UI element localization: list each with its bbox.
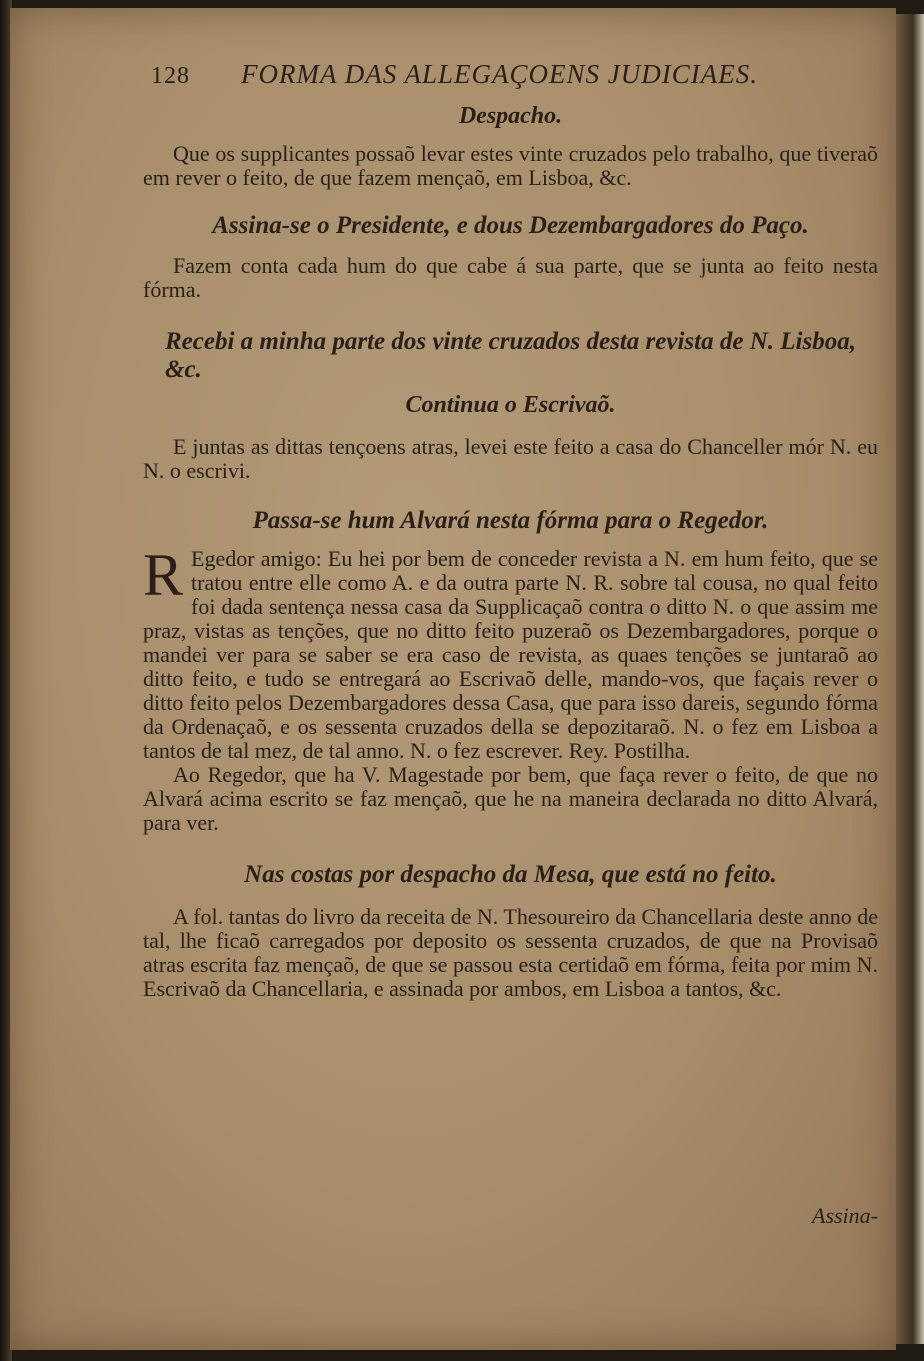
section-heading: Continua o Escrivaõ. — [405, 392, 616, 418]
paragraph: Que os supplicantes possaõ levar estes vinte cruzados pelo trabalho, que tiveraõ em rever o feito, de que fazem mençaõ, em Lisboa, &c. — [143, 141, 878, 190]
section-heading: Despacho. — [458, 103, 563, 129]
page-edge — [896, 14, 924, 1344]
paragraph: Ao Regedor, que ha V. Magestade por bem, que faça rever o feito, de que no Alvará acima escrito se faz mençaõ, que he na maneira declarada no ditto Alvará, para ver. — [143, 762, 878, 835]
alvara-text: Egedor amigo: Eu hei por bem de conceder revista a N. em hum feito, que se tratou entre elle como A. e da outra parte N. R. sobre tal cousa, no qual feito foi dada sentença nessa casa da Supplicaçaõ contra o ditto N. o que assim me praz, vistas as tenções, que no ditto feito puzeraõ os Dezembargadores, porque o mandei ver para se saber se era caso de revista, as quaes tenções se juntaraõ ao ditto feito, e tudo se entregará ao Escrivaõ delle, mando-vos, que façais rever o ditto feito pelos Dezembargadores dessa Casa, que para isso dareis, segundo fórma da Ordenaçaõ, e os sessenta cruzados della se depozitaraõ. N. o fez em Lisboa a tantos de tal mez, de tal anno. N. o fez escrever. Rey. Postilha. — [143, 546, 878, 763]
page-number: 128 — [151, 63, 190, 89]
section-heading: Nas costas por despacho da Mesa, que está no feito. — [244, 861, 777, 888]
running-head — [143, 55, 878, 99]
section-heading: Recebi a minha parte dos vinte cruzados desta revista de N. Lisboa, &c. — [165, 328, 856, 383]
paragraph: A fol. tantas do livro da receita de N. Thesoureiro da Chancellaria deste anno de tal, lhe ficaõ carregados por deposito os sessenta cruzados, de que na Provisaõ atras escrita faz mençaõ, de que se passou esta certidaõ em fórma, feita por mim N. Escrivaõ da Chancellaria, e assinada por ambos, em Lisboa a tantos, &c. — [143, 904, 878, 1001]
section-heading: Assina-se o Presidente, e dous Dezembargadores do Paço. — [212, 212, 809, 239]
page-content — [143, 55, 878, 1228]
catchword: Assina- — [812, 1203, 878, 1228]
paragraph: E juntas as dittas tençoens atras, levei este feito a casa do Chanceller mór N. eu N. o escrivi. — [143, 434, 878, 483]
drop-cap: R — [143, 542, 184, 608]
paragraph: Fazem conta cada hum do que cabe á sua parte, que se junta ao feito nesta fórma. — [143, 253, 878, 302]
running-title: FORMA DAS ALLEGAÇOENS JUDICIAES. — [241, 59, 758, 89]
section-heading: Passa-se hum Alvará nesta fórma para o Regedor. — [252, 507, 769, 534]
alvara-paragraph — [143, 542, 878, 763]
